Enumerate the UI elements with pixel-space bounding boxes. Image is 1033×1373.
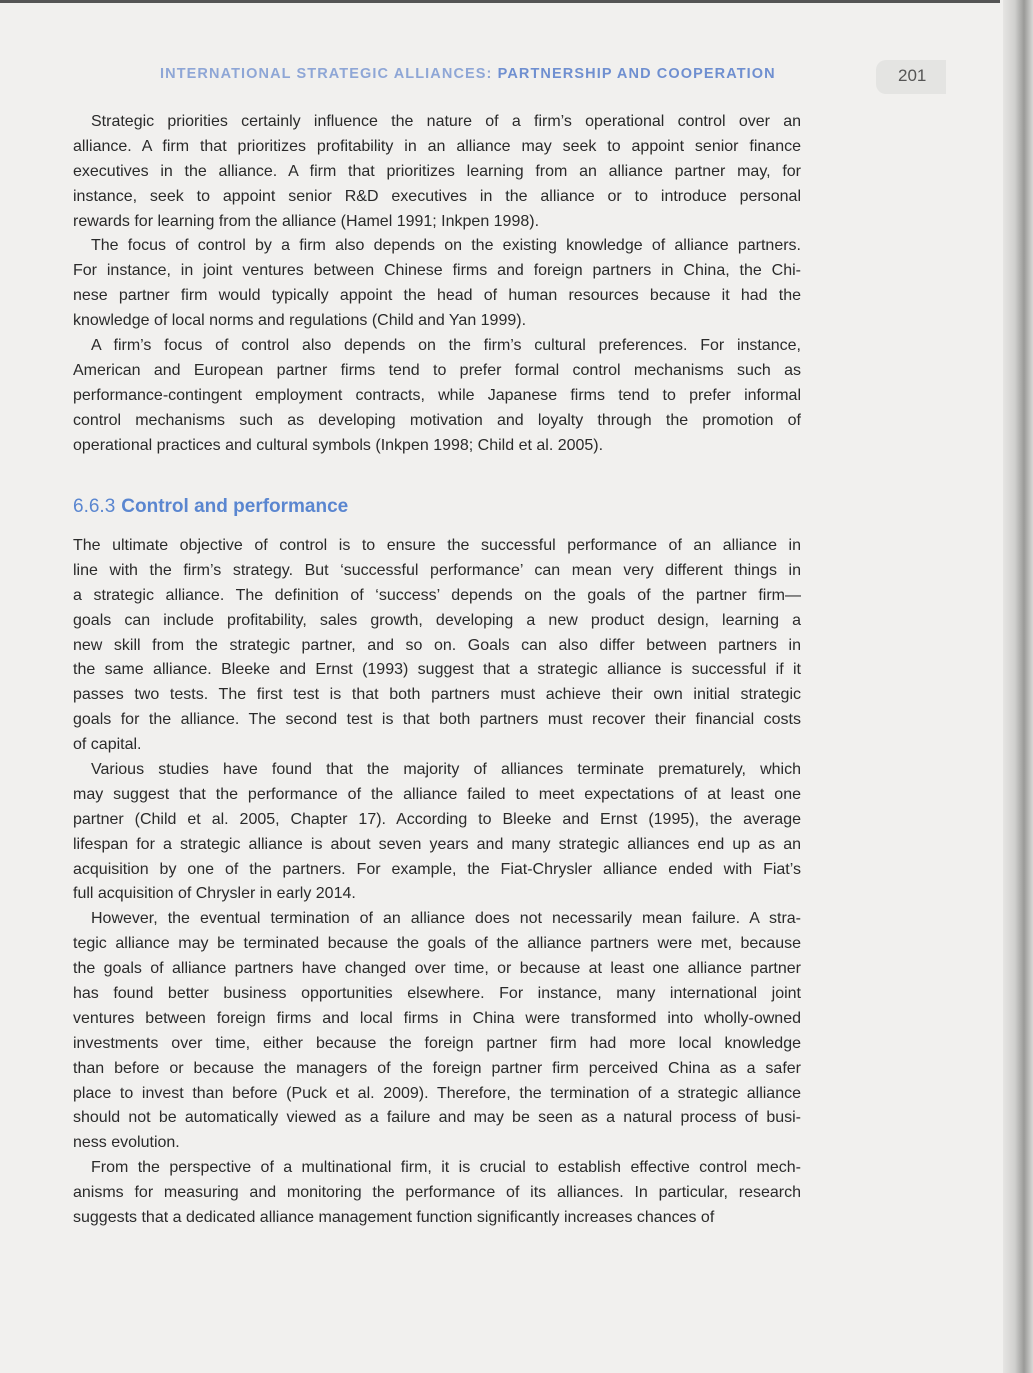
text-line: goals can include profitability, sales growth, developing a new product design, learning a (73, 611, 801, 629)
text-line: instance, seek to appoint senior R&D executives in the alliance or to introduce personal (73, 187, 801, 205)
paragraph (73, 907, 801, 1156)
text-line: acquisition by one of the partners. For example, the Fiat-Chrysler alliance ended with Fiat’s (73, 860, 801, 878)
text-line: has found better business opportunities elsewhere. For instance, many international joint (73, 985, 801, 1003)
text-line: However, the eventual termination of an alliance does not necessarily mean failure. A stra- (91, 910, 801, 928)
section-heading (73, 496, 348, 518)
text-line: a strategic alliance. The definition of ‘success’ depends on the goals of the partner firm— (73, 586, 801, 604)
text-line: investments over time, either because the foreign partner firm had more local knowledge (73, 1034, 801, 1052)
text-line: line with the firm’s strategy. But ‘successful performance’ can mean very different things in (73, 561, 801, 579)
section-title: Control and performance (121, 496, 349, 517)
section-number: 6.6.3 (73, 496, 116, 517)
text-line: alliance. A firm that prioritizes profitability in an alliance may seek to appoint senior finance (73, 137, 801, 155)
text-line: ness evolution. (73, 1134, 180, 1152)
paragraph (73, 758, 801, 907)
text-line: performance-contingent employment contracts, while Japanese firms tend to prefer informal (73, 386, 801, 404)
paragraph (73, 234, 801, 334)
text-line: goals for the alliance. The second test is that both partners must recover their financial costs (73, 711, 801, 729)
text-line: nese partner firm would typically appoint the head of human resources because it had the (73, 287, 801, 305)
text-line: The focus of control by a firm also depends on the existing knowledge of alliance partners. (91, 237, 801, 255)
text-line: operational practices and cultural symbols (Inkpen 1998; Child et al. 2005). (73, 436, 604, 454)
paragraph (73, 110, 801, 234)
running-head-part2: PARTNERSHIP AND COOPERATION (497, 66, 776, 82)
text-line: American and European partner firms tend to prefer formal control mechanisms such as (73, 361, 801, 379)
text-line: lifespan for a strategic alliance is about seven years and many strategic alliances end up as an (73, 835, 801, 853)
text-line: Various studies have found that the majority of alliances terminate prematurely, which (91, 761, 801, 779)
paragraph (73, 534, 801, 758)
text-line: new skill from the strategic partner, and so on. Goals can also differ between partners in (73, 636, 801, 654)
running-head-part1: INTERNATIONAL STRATEGIC ALLIANCES: (160, 66, 493, 82)
text-line: tegic alliance may be terminated because the goals of the alliance partners were met, because (73, 935, 801, 953)
running-head (160, 66, 776, 82)
text-line: ventures between foreign firms and local firms in China were transformed into wholly-owned (73, 1009, 801, 1027)
text-line: knowledge of local norms and regulations (Child and Yan 1999). (73, 312, 527, 330)
text-line: From the perspective of a multinational firm, it is crucial to establish effective control mech- (91, 1159, 801, 1177)
page-number: 201 (876, 60, 946, 94)
paragraph (73, 334, 801, 458)
scan-edge (0, 0, 1000, 3)
text-line: passes two tests. The first test is that both partners must achieve their own initial strategic (73, 686, 801, 704)
text-line: partner (Child et al. 2005, Chapter 17). According to Bleeke and Ernst (1995), the average (73, 810, 801, 828)
text-line: The ultimate objective of control is to ensure the successful performance of an alliance in (73, 537, 801, 554)
text-line: suggests that a dedicated alliance management function significantly increases chances of (73, 1209, 715, 1227)
text-line: rewards for learning from the alliance (Hamel 1991; Inkpen 1998). (73, 212, 540, 230)
text-line: may suggest that the performance of the alliance failed to meet expectations of at least one (73, 785, 801, 803)
body-text-before (73, 110, 801, 458)
text-line: full acquisition of Chrysler in early 2014. (73, 885, 356, 903)
book-spine-edge (1003, 0, 1033, 1373)
paragraph (73, 1156, 801, 1231)
text-line: executives in the alliance. A firm that prioritizes learning from an alliance partner may, for (73, 162, 801, 180)
text-line: should not be automatically viewed as a failure and may be seen as a natural process of busi- (73, 1109, 801, 1127)
body-text-after (73, 534, 801, 1231)
text-line: than before or because the managers of the foreign partner firm perceived China as a safer (73, 1059, 801, 1077)
text-line: the same alliance. Bleeke and Ernst (1993) suggest that a strategic alliance is successful if it (73, 661, 801, 679)
text-line: For instance, in joint ventures between Chinese firms and foreign partners in China, the Chi- (73, 262, 801, 280)
text-line: place to invest than before (Puck et al. 2009). Therefore, the termination of a strategic alliance (73, 1084, 801, 1102)
text-line: of capital. (73, 736, 142, 754)
text-line: control mechanisms such as developing motivation and loyalty through the promotion of (73, 411, 801, 429)
text-line: the goals of alliance partners have changed over time, or because at least one alliance partner (73, 960, 801, 978)
text-line: Strategic priorities certainly influence the nature of a firm’s operational control over an (91, 113, 801, 130)
text-line: A firm’s focus of control also depends on the firm’s cultural preferences. For instance, (91, 337, 801, 355)
text-line: anisms for measuring and monitoring the performance of its alliances. In particular, research (73, 1184, 801, 1202)
